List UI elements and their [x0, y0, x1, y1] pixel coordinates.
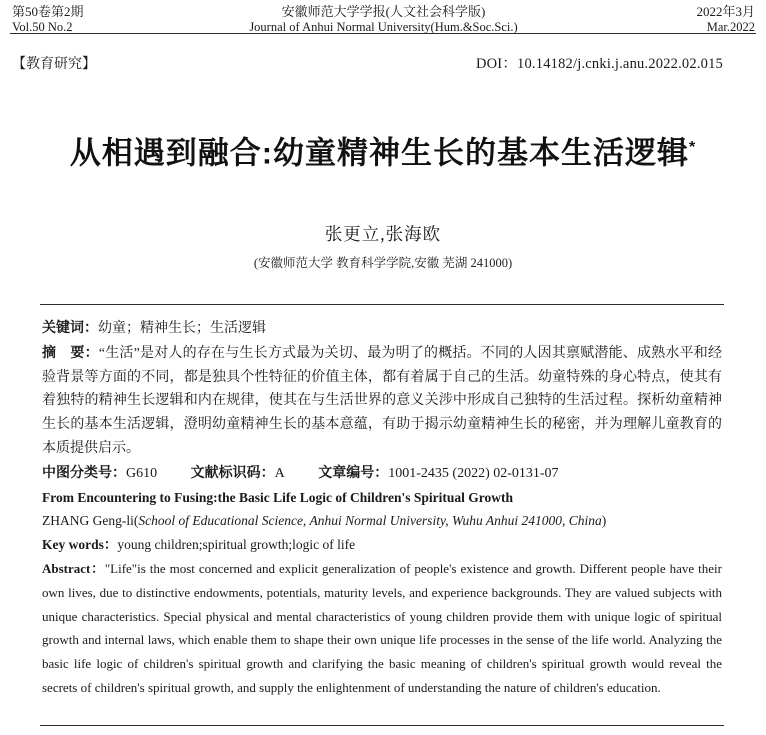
keywords-cn-line [42, 316, 722, 341]
article-title-cn [0, 128, 766, 173]
keywords-en-value: young children;spiritual growth;logic of life [117, 537, 356, 553]
author-line-en [42, 509, 722, 533]
authors-cn: 张更立,张海欧 [324, 224, 442, 244]
abstract-en [42, 557, 722, 700]
doi [476, 52, 723, 73]
document-code-value: A [274, 465, 285, 481]
journal-title-block [189, 4, 578, 35]
affiliation-en-paren-open: ( [133, 513, 139, 529]
article-number [318, 463, 559, 481]
clc-value: G610 [126, 465, 158, 481]
issue-date-en: Mar.2022 [706, 20, 755, 34]
doi-label: DOI： [475, 56, 518, 72]
journal-title-en: Journal of Anhui Normal University(Hum.&Soc.Sci.) [249, 20, 518, 34]
header-divider-rule [10, 33, 756, 34]
issue-date-cn: 2022年3月 [696, 4, 755, 19]
article-number-value: 1001-2435 (2022) 02-0131-07 [388, 465, 559, 481]
clc-label: 中图分类号： [42, 463, 126, 480]
section-doi-row [12, 52, 723, 73]
doi-value: 10.14182/j.cnki.j.anu.2022.02.015 [517, 56, 723, 72]
issue-number-en: Vol.50 No.2 [12, 20, 73, 34]
title-footnote-marker: * [689, 139, 697, 156]
keywords-cn-value: 幼童；精神生长；生活逻辑 [98, 321, 266, 336]
abstract-box [40, 304, 724, 726]
abstract-cn-label: 摘 要： [42, 343, 99, 360]
abstract-cn [42, 341, 722, 461]
keywords-cn-label: 关键词： [42, 319, 98, 335]
article-title-en: From Encountering to Fusing:the Basic Life Logic of Children's Spiritual Growth [42, 489, 514, 505]
keywords-en-label: Key words： [42, 537, 118, 553]
affiliation-cn: (安徽师范大学 教育科学学院,安徽 芜湖 241000) [253, 256, 513, 270]
article-title-text: 从相遇到融合:幼童精神生长的基本生活逻辑 [69, 135, 690, 171]
keywords-en-line [42, 533, 722, 557]
classification-line [42, 461, 722, 486]
document-code-label: 文献标识码： [190, 463, 275, 480]
article-number-label: 文章编号： [318, 463, 389, 480]
issue-number-cn: 第50卷第2期 [12, 4, 84, 19]
journal-date-block [578, 4, 755, 35]
journal-issue-block [12, 4, 189, 35]
abstract-en-text: "Life"is the most concerned and explicit generalization of people's existence and growth. Different people have their own lives, due to distinctive endowments, potentials, maturity levels, and experience backgrounds. They are valued subjects with unique characteristics. Special physical and mental characteristics of young children provide them with unique logic of spiritual growth and internal laws, which enable them to shape their own unique life processes in the sense of the life world. Analyzing the basic life logic of children's spiritual growth and clarifying the basic meaning of children's spiritual growth would reveal the secrets of children's spiritual growth, and supply the enlightenment of understanding the nature of children's education. [42, 560, 722, 695]
section-label: 【教育研究】 [12, 55, 96, 71]
journal-header [12, 4, 755, 35]
journal-title-cn: 安徽师范大学学报(人文社会科学版) [281, 4, 486, 19]
author-en: ZHANG Geng-li [42, 513, 134, 529]
clc-number [42, 463, 158, 481]
abstract-en-label: Abstract： [42, 560, 105, 576]
affiliation-en-paren-close: ) [601, 513, 607, 529]
affiliation-en: School of Educational Science, Anhui Normal University, Wuhu Anhui 241000, China [138, 513, 602, 529]
abstract-cn-text: “生活”是对人的存在与生长方式最为关切、最为明了的概括。不同的人因其禀赋潜能、成熟水平和经验背景等方面的不同，都是独具个性特征的价值主体，都有着属于自己的生活。幼童特殊的身心特点，使其有着独特的精神生长逻辑和内在规律，使其在与生活世界的意义关涉中形成自己独特的生活过程。探析幼童精神生长的基本生活逻辑，澄明幼童精神生长的基本意蕴，有助于揭示幼童精神生长的秘密，并为理解儿童教育的本质提供启示。 [42, 345, 722, 456]
document-code [190, 463, 285, 481]
